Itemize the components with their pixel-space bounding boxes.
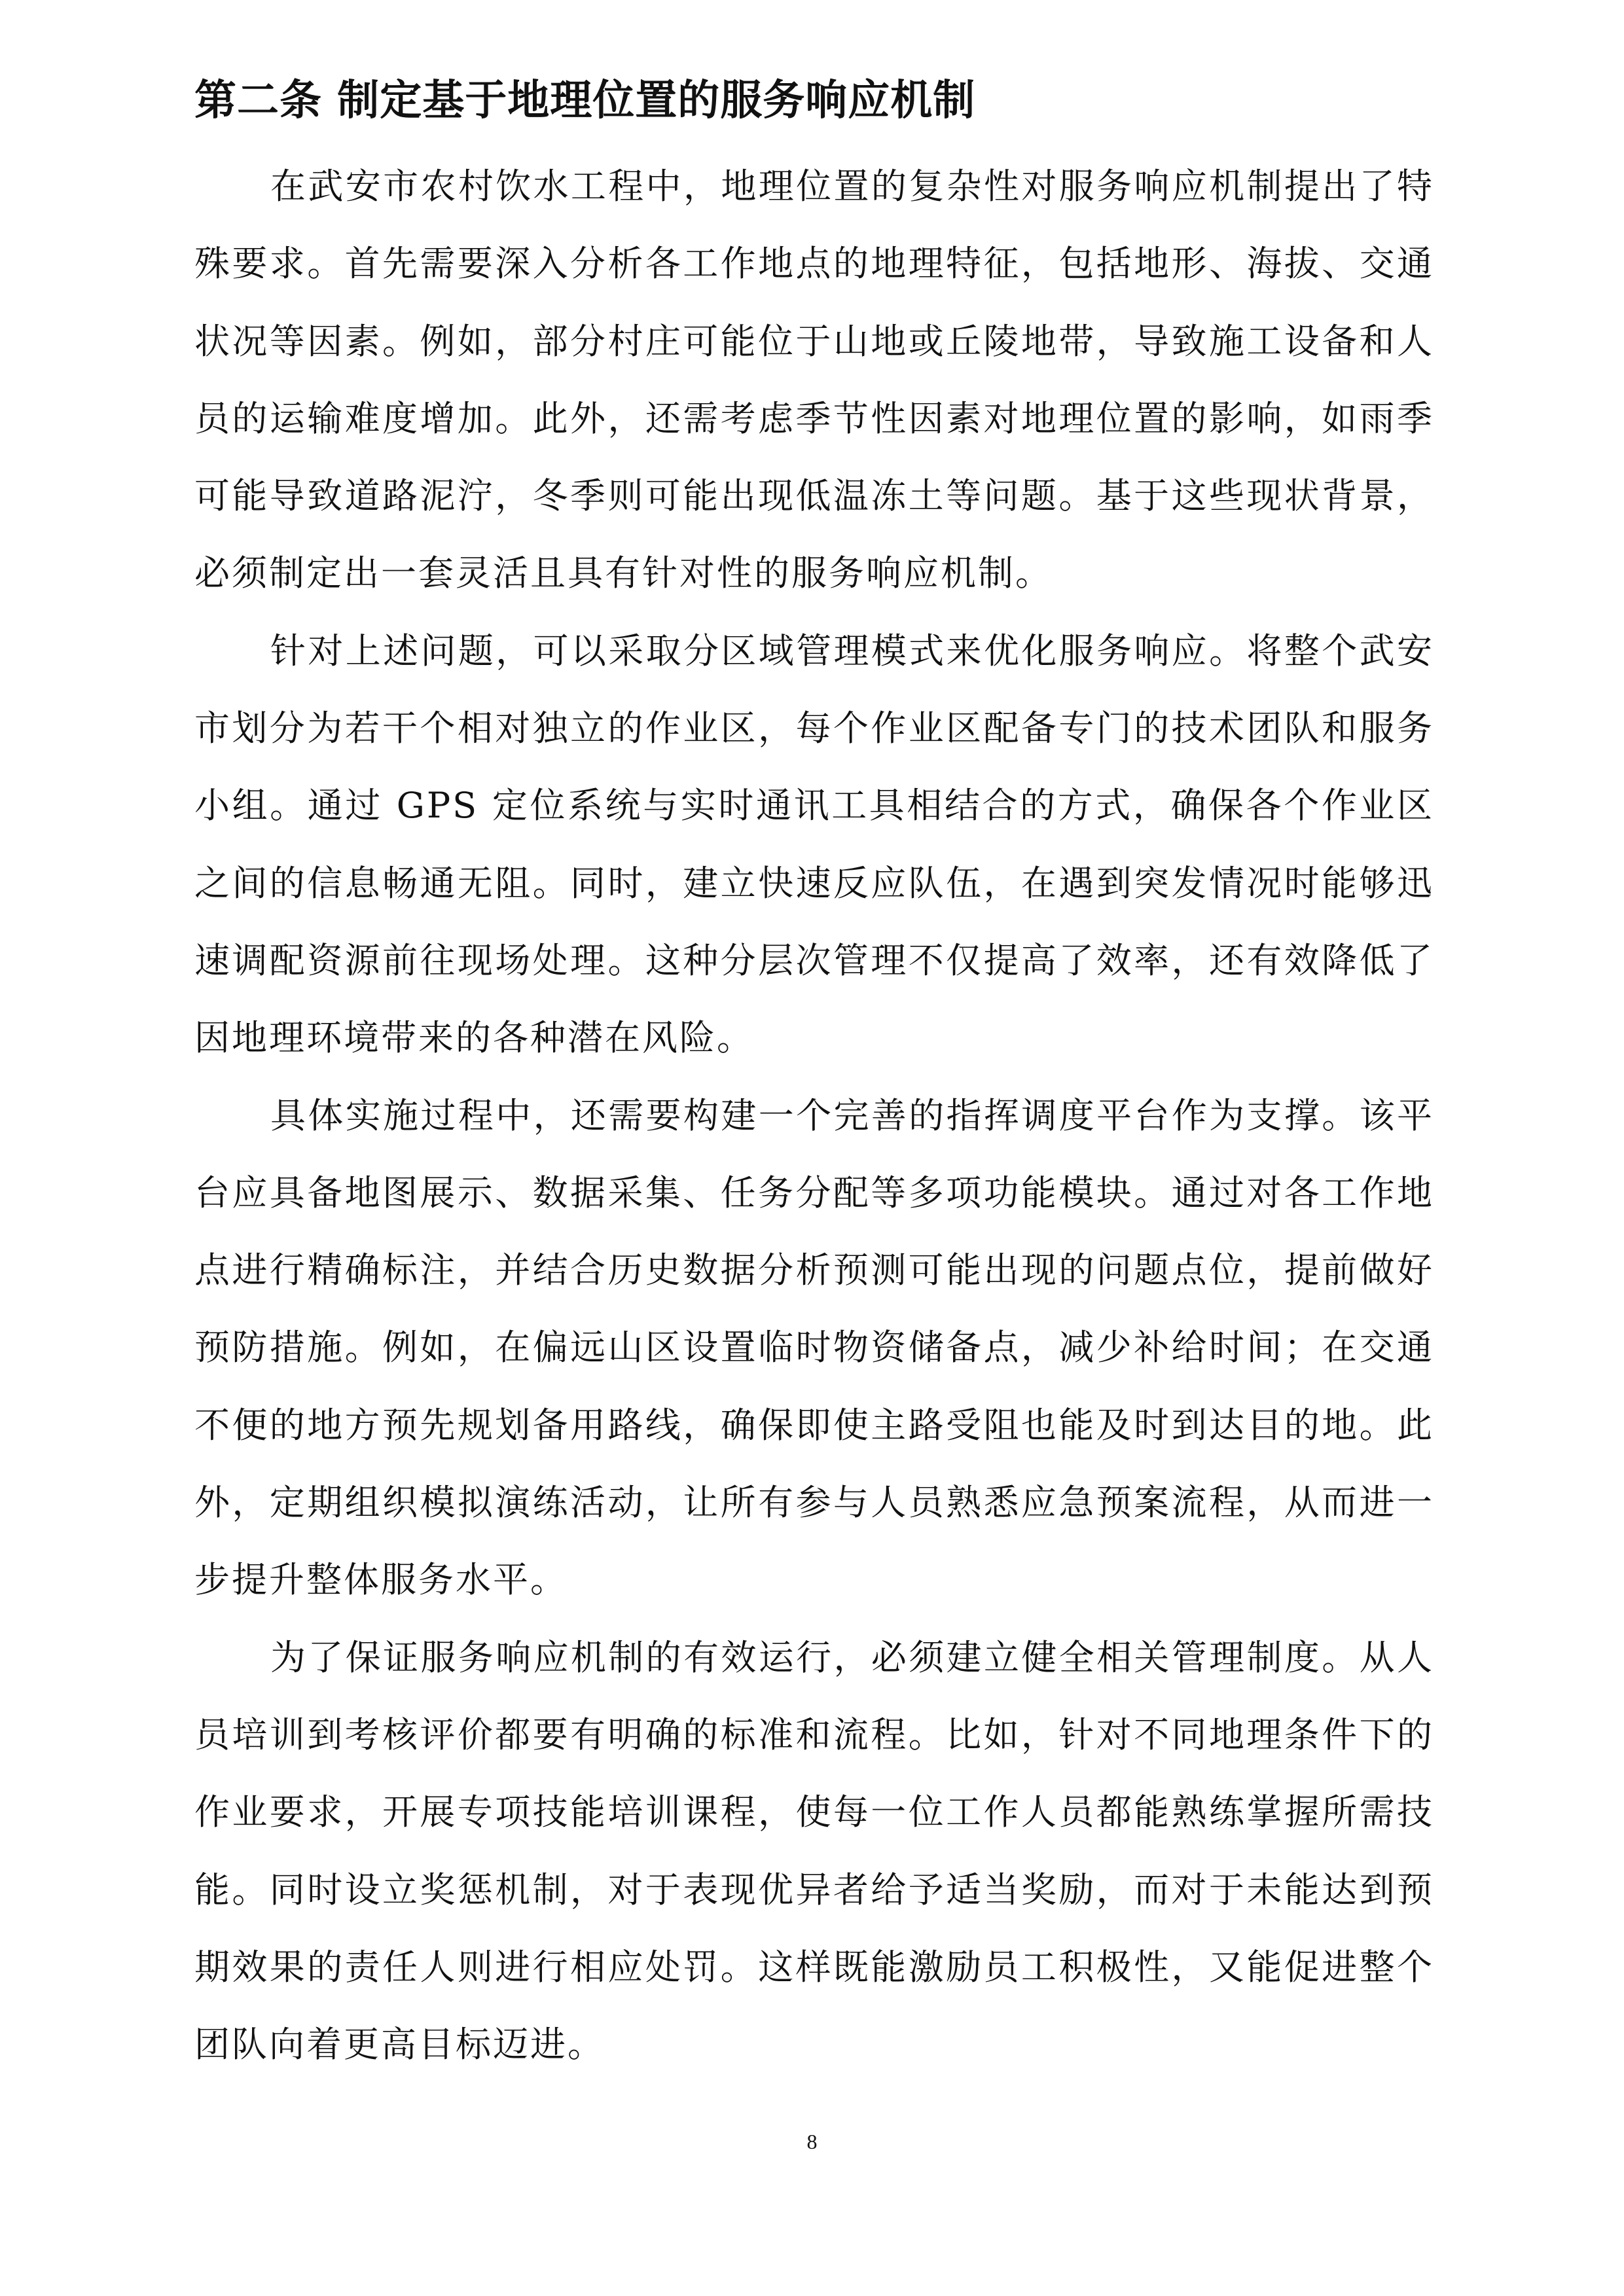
document-body — [194, 148, 1434, 2083]
paragraph: 针对上述问题，可以采取分区域管理模式来优化服务响应。将整个武安市划分为若干个相对独立的作业区，每个作业区配备专门的技术团队和服务小组。通过 GPS 定位系统与实时通讯工具相结合的方式，确保各个作业区之间的信息畅通无阻。同时，建立快速反应队伍，在遇到突发情况时能够迅速调配资源前往现场处理。这种分层次管理不仅提高了效率，还有效降低了因地理环境带来的各种潜在风险。 — [194, 630, 1434, 1059]
paragraph: 为了保证服务响应机制的有效运行，必须建立健全相关管理制度。从人员培训到考核评价都要有明确的标准和流程。比如，针对不同地理条件下的作业要求，开展专项技能培训课程，使每一位工作人员都能熟练掌握所需技能。同时设立奖惩机制，对于表现优异者给予适当奖励，而对于未能达到预期效果的责任人则进行相应处罚。这样既能激励员工积极性，又能促进整个团队向着更高目标迈进。 — [194, 1636, 1434, 2066]
page-number: 8 — [806, 2130, 818, 2153]
section-heading: 第二条 制定基于地理位置的服务响应机制 — [194, 77, 976, 125]
paragraph: 在武安市农村饮水工程中，地理位置的复杂性对服务响应机制提出了特殊要求。首先需要深入分析各工作地点的地理特征，包括地形、海拔、交通状况等因素。例如，部分村庄可能位于山地或丘陵地带，导致施工设备和人员的运输难度增加。此外，还需考虑季节性因素对地理位置的影响，如雨季可能导致道路泥泞，冬季则可能出现低温冻土等问题。基于这些现状背景，必须制定出一套灵活且具有针对性的服务响应机制。 — [194, 166, 1434, 594]
paragraph: 具体实施过程中，还需要构建一个完善的指挥调度平台作为支撑。该平台应具备地图展示、数据采集、任务分配等多项功能模块。通过对各工作地点进行精确标注，并结合历史数据分析预测可能出现的问题点位，提前做好预防措施。例如，在偏远山区设置临时物资储备点，减少补给时间；在交通不便的地方预先规划备用路线，确保即使主路受阻也能及时到达目的地。此外，定期组织模拟演练活动，让所有参与人员熟悉应急预案流程，从而进一步提升整体服务水平。 — [194, 1094, 1434, 1601]
